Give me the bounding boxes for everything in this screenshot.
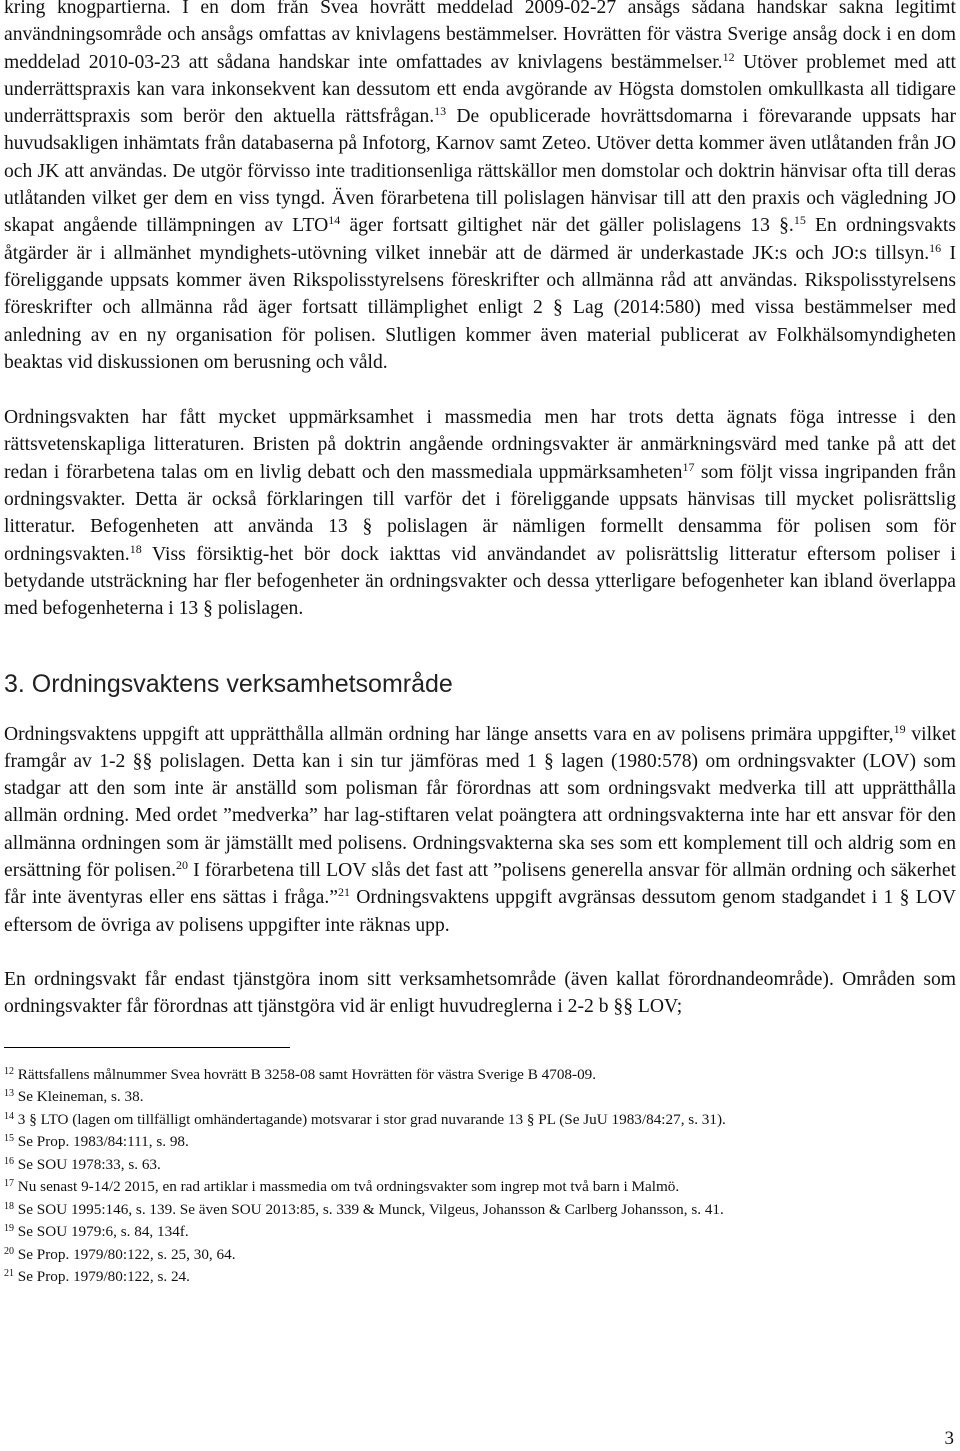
text-span: I föreliggande uppsats kommer även Rikspolisstyrelsens föreskrifter och allmänna råd att användas. Rikspolisstyrelsens föreskrifter och allmänna råd äger fortsatt tillämplighet enligt 2 § Lag (2014:580) med vissa bestämmelser med anledning av en ny organisation för polisen. Slutligen kommer även material publicerat av Folkhälsomyndigheten beaktas vid diskussionen om berusning och våld. [4,242,956,373]
footnote-ref-18[interactable]: 18 [129,541,142,556]
footnote-14 [4,1109,956,1132]
footnote-text: Se Prop. 1983/84:111, s. 98. [14,1133,189,1150]
footnote-13 [4,1086,956,1109]
footnote-number: 13 [4,1088,14,1099]
text-span: En ordningsvakts åtgärder är i allmänhet myndighets-utövning vilket innebär att de därmed är underkastade JK:s och JO:s tillsyn. [4,215,956,264]
footnote-text: Se Prop. 1979/80:122, s. 24. [14,1268,190,1285]
text-span: äger fortsatt giltighet när det gäller polislagens 13 §. [340,215,794,237]
footnote-number: 14 [4,1110,14,1122]
footnote-ref-17[interactable]: 17 [682,459,695,474]
footnote-number: 16 [4,1155,14,1167]
footnote-number: 12 [4,1065,14,1077]
footnote-ref-12[interactable]: 12 [722,49,735,64]
footnote-number: 20 [4,1245,14,1257]
footnote-text: Se SOU 1995:146, s. 139. Se även SOU 2013:85, s. 339 & Munck, Vilgeus, Johansson & Carlberg Johansson, s. 41. [14,1200,724,1218]
body-paragraph-2 [4,404,956,622]
footnote-number: 15 [4,1133,14,1144]
text-span: Ordningsvaktens uppgift att upprätthålla allmän ordning har länge ansetts vara en av polisens primära uppgifter, [4,723,894,745]
footnote-21 [4,1266,956,1289]
text-span: som följt vissa ingripanden från ordningsvakter. Detta är också förklaringen till varför det i föreliggande uppsats hänvisas till mycket polisrättslig litteratur. Befogenheten att använda 13 § polislagen är nämligen formellt densamma för polisen som för ordningsvakten. [4,461,956,565]
text-span: Ordningsvakten har fått mycket uppmärksamhet i massmedia men har trots detta ägnats föga intresse i den rättsvetenskapliga litteraturen. Bristen på doktrin angående ordningsvakter är anmärkningsvärd med tanke på att det redan i förarbetena talas om en livlig debatt och den massmediala uppmärksamheten [4,407,956,483]
footnote-12 [4,1064,956,1087]
footnote-text: 3 § LTO (lagen om tillfälligt omhändertagande) motsvarar i stor grad nuvarande 13 § PL (Se JuU 1983/84:27, s. 31). [14,1110,726,1128]
page-number: 3 [944,1428,954,1449]
footnote-18 [4,1199,956,1222]
text-span: Ordningsvaktens uppgift avgränsas dessutom genom stadgandet i 1 § LOV eftersom de övriga av polisens uppgifter inte räknas upp. [4,887,956,936]
text-span: Utöver problemet med att underrättspraxis kan vara inkonsekvent kan dessutom ett enda avgörande av Högsta domstolen omkullkasta all tidigare underrättspraxis som berör den aktuella rättsfrågan. [4,51,956,128]
footnote-ref-20[interactable]: 20 [175,858,188,873]
footnote-17 [4,1176,956,1199]
footnote-20 [4,1244,956,1267]
body-paragraph-4: En ordningsvakt får endast tjänstgöra inom sitt verksamhetsområde (även kallat förordnandeområde). Områden som ordningsvakter får förordnas att tjänstgöra vid är enligt huvudreglerna i 2-2 b §§ LOV; [4,968,956,1018]
footnote-number: 18 [4,1200,14,1212]
text-span: Viss försiktig-het bör dock iakttas vid användandet av polisrättslig litteratur eftersom poliser i betydande utsträckning har fler befogenheter än ordningsvakter och dessa ytterligare befogenheter kan ibland överlappa med befogenheterna i 13 § polislagen. [4,543,956,620]
text-span: De opublicerade hovrättsdomarna i förevarande uppsats har huvudsakligen inhämtats från databaserna på Infotorg, Karnov samt Zeteo. Utöver detta kommer även utlåtanden från JO och JK att användas. De utgör förvisso inte traditionsenliga rättskällor men domstolar och doktrin hänvisar ofta till deras utlåtanden vilket ger dem en viss tyngd. Även förarbetena till polislagen hänvisar till att den praxis och vägledning JO skapat angående tillämpningen av LTO [4,106,956,237]
footnote-ref-16[interactable]: 16 [929,240,942,255]
footnote-ref-19[interactable]: 19 [893,721,906,736]
footnote-number: 17 [4,1178,14,1189]
footnote-15 [4,1131,956,1154]
text-span: vilket framgår av 1-2 §§ polislagen. Detta kan i sin tur jämföras med 1 § lagen (1980:578) om ordningsvakter (LOV) som stadgar att den som inte är anställd som polisman får förordnas att som ordningsvakt medverka till att upprätthålla allmän ordning. Med ordet ”medverka” har lag-stiftaren velat poängtera att ordningsvakterna inte har ett ansvar för den allmänna ordningen som är jämställt med polisens. Ordningsvakterna ska ses som ett komplement till och aldrig som en ersättning för polisen. [4,723,956,882]
text-span: I förarbetena till LOV slås det fast att ”polisens generella ansvar för allmän ordning och säkerhet får inte äventyras eller ens sättas i fråga.” [4,860,956,909]
footnote-19 [4,1221,956,1244]
footnote-text: Se SOU 1978:33, s. 63. [14,1155,161,1173]
section-heading: 3. Ordningsvaktens verksamhetsområde [4,669,453,698]
text-span: kring knogpartierna. I en dom från Svea hovrätt meddelad 2009-02-27 ansågs sådana handskar sakna legitimt användningsområde och ansågs omfattas av knivlagens bestämmelser. Hovrätten för västra Sverige ansåg dock i en dom meddelad 2010-03-23 att sådana handskar inte omfattades av knivlagens bestämmelser. [4,0,956,73]
document-page [4,0,956,1289]
footnote-text: Se SOU 1979:6, s. 84, 134f. [14,1223,189,1240]
footnote-text: Nu senast 9-14/2 2015, en rad artiklar i massmedia om två ordningsvakter som ingrep mot två barn i Malmö. [14,1178,680,1195]
footnote-ref-13[interactable]: 13 [434,104,447,119]
footnote-ref-15[interactable]: 15 [793,213,806,228]
body-paragraph-1 [4,0,956,376]
footnote-text: Se Prop. 1979/80:122, s. 25, 30, 64. [14,1245,236,1263]
footnote-16 [4,1154,956,1177]
body-paragraph-3 [4,721,956,939]
footnotes [4,1064,956,1289]
footnote-text: Rättsfallens målnummer Svea hovrätt B 3258-08 samt Hovrätten för västra Sverige B 4708-09. [14,1065,597,1083]
footnote-separator [4,1047,290,1048]
footnote-number: 19 [4,1223,14,1234]
footnote-ref-14[interactable]: 14 [328,213,341,228]
footnote-ref-21[interactable]: 21 [337,885,350,900]
footnote-text: Se Kleineman, s. 38. [14,1088,144,1105]
footnote-number: 21 [4,1268,14,1279]
